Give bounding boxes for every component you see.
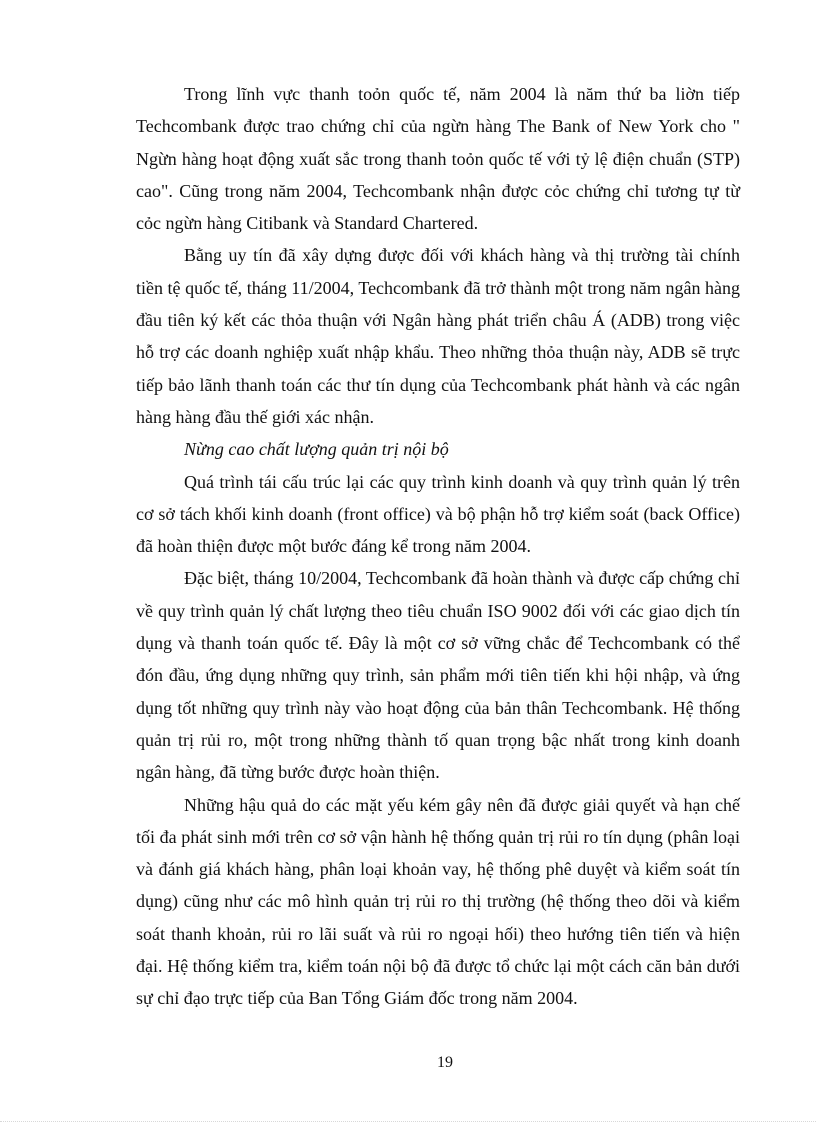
page-number: 19 xyxy=(437,1054,453,1071)
paragraph-international-payment: Trong lĩnh vực thanh toỏn quốc tế, năm 2004 là năm thứ ba liờn tiếp Techcombank được trao chứng chỉ của ngừn hàng The Bank of New York cho " Ngừn hàng hoạt động xuất sắc trong thanh toỏn quốc tế với tỷ lệ điện chuẩn (STP) cao". Cũng trong năm 2004, Techcombank nhận được cỏc chứng chỉ tương tự từ cỏc ngừn hàng Citibank và Standard Chartered. xyxy=(136,84,740,234)
paragraph-risk-management: Những hậu quả do các mặt yếu kém gây nên đã được giải quyết và hạn chế tối đa phát sinh mới trên cơ sở vận hành hệ thống quản trị rủi ro tín dụng (phân loại và đánh giá khách hàng, phân loại khoản vay, hệ thống phê duyệt và kiểm soát tín dụng) cũng như các mô hình quản trị rủi ro thị trường (hệ thống theo dõi và kiểm soát thanh khoản, rủi ro lãi suất và rủi ro ngoại hối) theo hướng tiên tiến và hiện đại. Hệ thống kiểm tra, kiểm toán nội bộ đã được tổ chức lại một cách căn bản dưới sự chỉ đạo trực tiếp của Ban Tổng Giám đốc trong năm 2004. xyxy=(136,794,740,1009)
footer-divider xyxy=(0,1121,816,1122)
section-subheading: Nừng cao chất lượng quản trị nội bộ xyxy=(184,439,449,460)
paragraph-adb-agreement: Bằng uy tín đã xây dựng được đối với khách hàng và thị trường tài chính tiền tệ quốc tế, tháng 11/2004, Techcombank đã trở thành một trong năm ngân hàng đầu tiên ký kết các thỏa thuận với Ngân hàng phát triển châu Á (ADB) trong việc hỗ trợ các doanh nghiệp xuất nhập khẩu. Theo những thỏa thuận này, ADB sẽ trực tiếp bảo lãnh thanh toán các thư tín dụng của Techcombank phát hành và các ngân hàng hàng đầu thế giới xác nhận. xyxy=(136,245,740,427)
document-body xyxy=(136,78,740,1015)
paragraph-restructuring: Quá trình tái cấu trúc lại các quy trình kinh doanh và quy trình quản lý trên cơ sở tách khối kinh doanh (front office) và bộ phận hỗ trợ kiểm soát (back Office) đã hoàn thiện được một bước đáng kể trong năm 2004. xyxy=(136,471,740,557)
paragraph-iso-certification: Đặc biệt, tháng 10/2004, Techcombank đã hoàn thành và được cấp chứng chỉ về quy trình quản lý chất lượng theo tiêu chuẩn ISO 9002 đối với các giao dịch tín dụng và thanh toán quốc tế. Đây là một cơ sở vững chắc để Techcombank có thể đón đầu, ứng dụng những quy trình, sản phẩm mới tiên tiến khi hội nhập, và ứng dụng tốt những quy trình này vào hoạt động của bản thân Techcombank. Hệ thống quản trị rủi ro, một trong những thành tố quan trọng bậc nhất trong kinh doanh ngân hàng, đã từng bước được hoàn thiện. xyxy=(136,568,740,783)
